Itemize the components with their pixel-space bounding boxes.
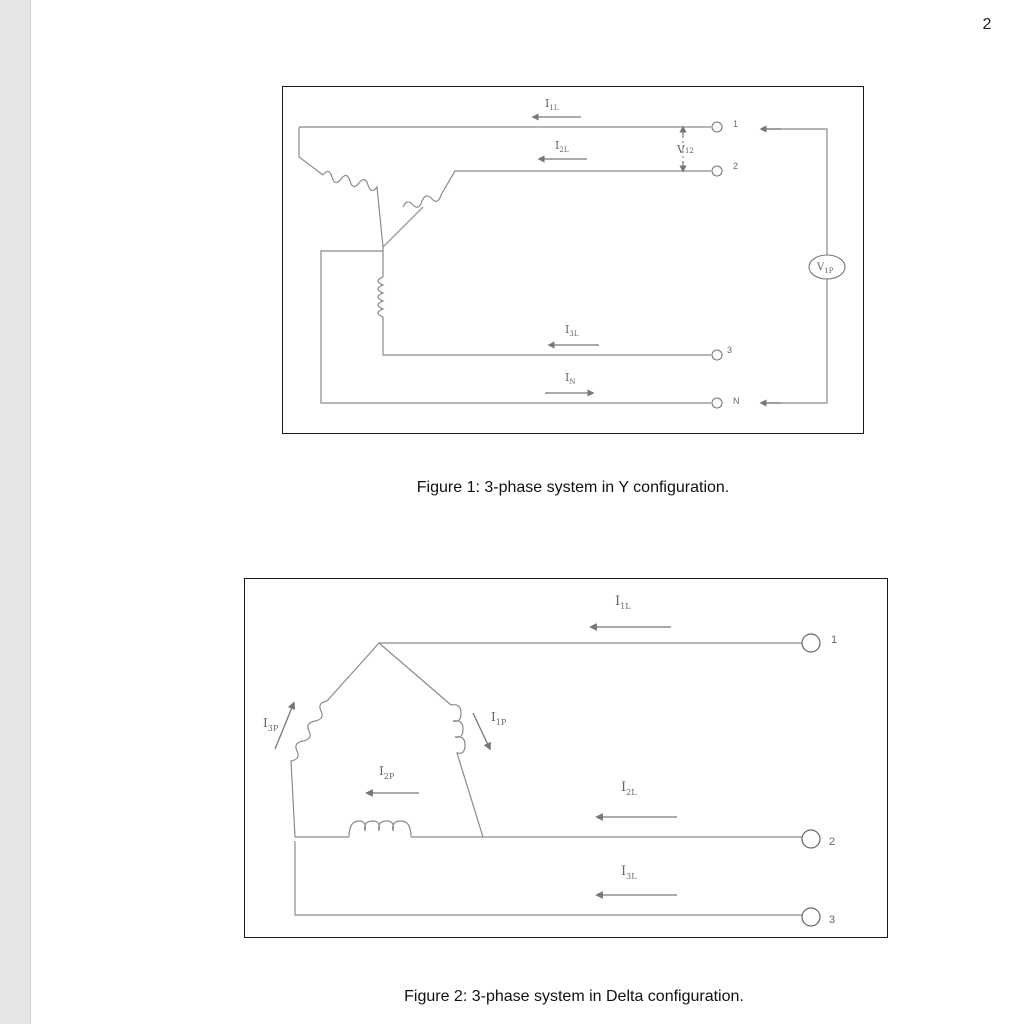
label-i1p: $I_{1P}$ — [491, 710, 507, 727]
wire-voltmeter — [763, 129, 827, 257]
terminal-1 — [802, 634, 820, 652]
line-neutral — [321, 251, 711, 403]
coil-phase-2 — [403, 171, 711, 207]
y-circuit-diagram — [283, 87, 863, 433]
label-v12: V12 — [677, 143, 694, 156]
line-phase-3 — [295, 841, 803, 915]
terminal-2 — [802, 830, 820, 848]
label-i3p: $I_{3P}$ — [263, 716, 279, 733]
label-i2l: $I_{2L}$ — [555, 139, 569, 154]
label-i2l: $I_{2L}$ — [621, 780, 637, 797]
figure-delta-configuration — [244, 578, 888, 938]
coil-phase-3 — [291, 701, 327, 837]
terminal-3 — [802, 908, 820, 926]
label-in: $I_N$ — [565, 371, 576, 386]
label-voltmeter: $V_{1P}$ — [817, 262, 834, 275]
coil-phase-2 — [349, 821, 411, 837]
wire-left-top — [299, 127, 323, 175]
terminal-label-1: 1 — [831, 634, 838, 646]
delta-circuit-diagram — [245, 579, 887, 937]
terminal-label-3: 3 — [829, 914, 836, 926]
page-number: 2 — [982, 16, 992, 33]
left-gutter — [0, 0, 31, 1024]
label-i3l: $I_{3L}$ — [621, 864, 637, 881]
terminal-label-2: 2 — [733, 161, 739, 171]
terminal-label-2: 2 — [829, 836, 836, 848]
terminal-2 — [712, 166, 722, 176]
label-i1l: $I_{1L}$ — [615, 594, 631, 611]
figure-y-configuration — [282, 86, 864, 434]
figure-1-caption: Figure 1: 3-phase system in Y configuration. — [416, 479, 730, 496]
terminal-n — [712, 398, 722, 408]
label-i3l: $I_{3L}$ — [565, 323, 579, 338]
coil-phase-3 — [378, 277, 711, 355]
figure-2-caption: Figure 2: 3-phase system in Delta configuration. — [404, 988, 744, 1005]
terminal-label-3: 3 — [727, 345, 733, 355]
label-i2p: $I_{2P}$ — [379, 764, 395, 781]
terminal-label-n: N — [733, 396, 740, 406]
terminal-label-1: 1 — [733, 119, 739, 129]
terminal-3 — [712, 350, 722, 360]
label-i1l: $I_{1L}$ — [545, 97, 559, 112]
coil-phase-1 — [323, 171, 383, 247]
terminal-1 — [712, 122, 722, 132]
